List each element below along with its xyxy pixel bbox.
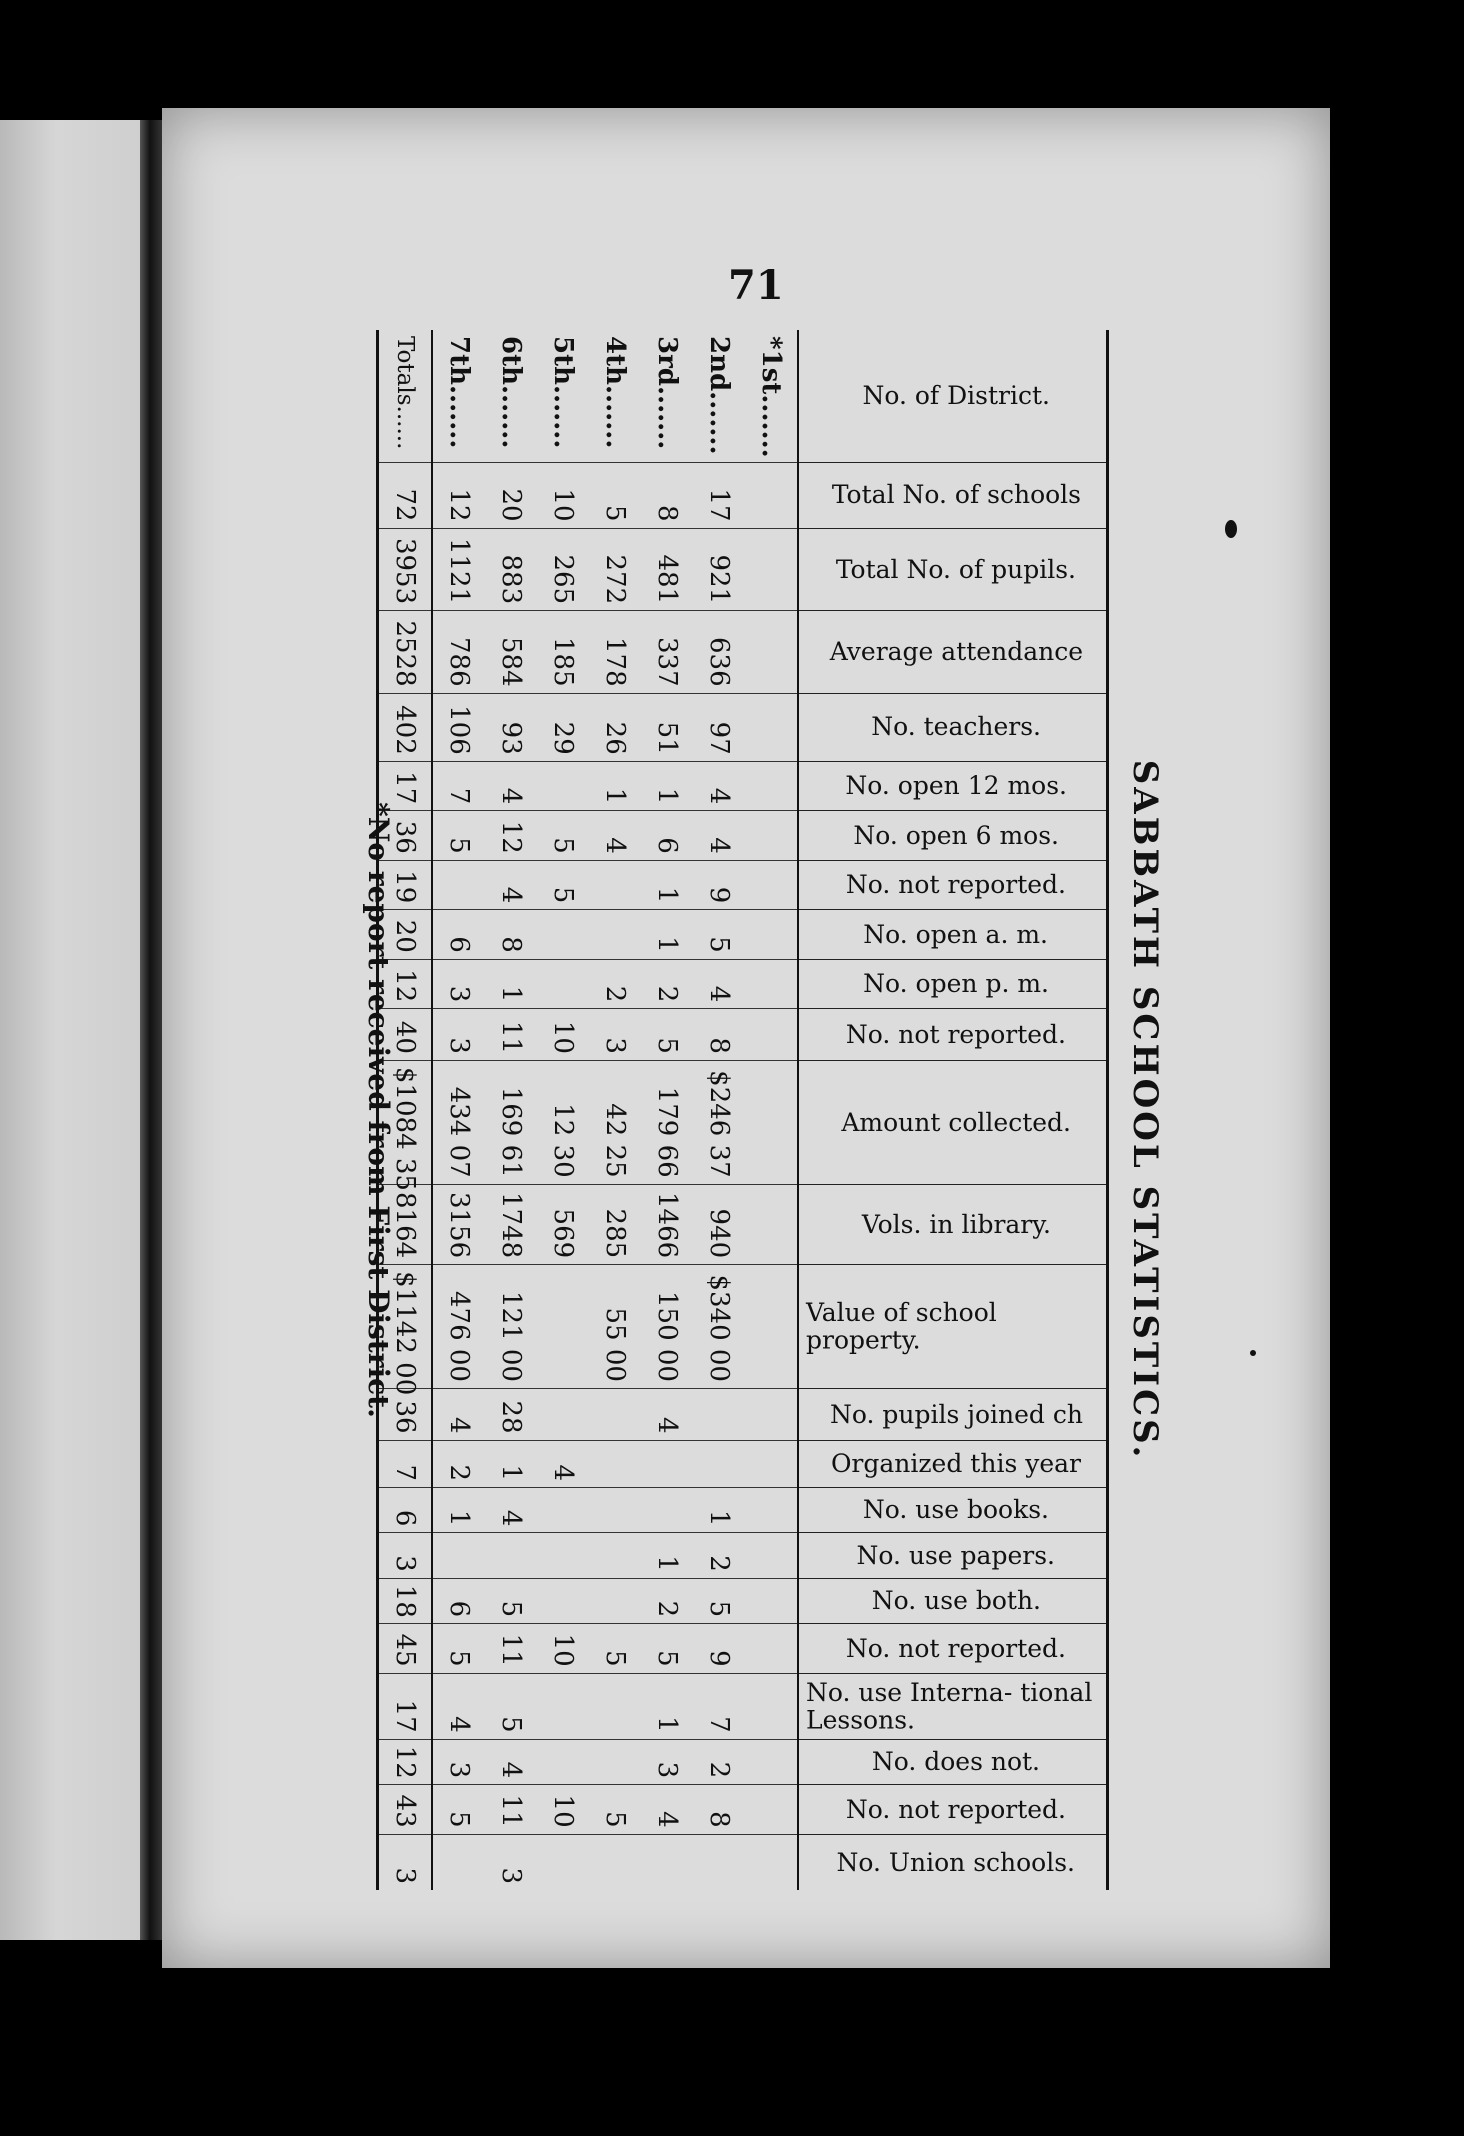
table-cell: 150 00: [641, 1265, 693, 1389]
table-cell: 4: [432, 1673, 485, 1739]
table-cell: 169 61: [485, 1060, 537, 1184]
table-cell: 4: [641, 1785, 693, 1835]
table-cell: [745, 1440, 798, 1487]
table-cell: 3: [485, 1834, 537, 1890]
table-cell: 185: [537, 611, 589, 694]
table-cell: [537, 910, 589, 960]
table-cell: [537, 761, 589, 811]
table-cell: 93: [485, 693, 537, 761]
district-cell: *1st.......: [756, 336, 786, 458]
table-cell: [432, 860, 485, 910]
table-cell: 265: [537, 528, 589, 611]
table-cell: 55 00: [589, 1265, 641, 1389]
table-cell: 42 25: [589, 1060, 641, 1184]
table-cell: 106: [432, 693, 485, 761]
table-cell: 5: [485, 1673, 537, 1739]
table-cell: 1: [693, 1488, 745, 1533]
table-cell: 883: [485, 528, 537, 611]
table-cell: [589, 1739, 641, 1784]
table-cell: [589, 1388, 641, 1440]
column-header: Total No. of schools: [798, 462, 1108, 528]
table-cell: [745, 1739, 798, 1784]
table-cell: 2: [641, 959, 693, 1009]
table-cell: 3: [378, 1834, 433, 1890]
table-cell: $246 37: [693, 1060, 745, 1184]
column-header: No. not reported.: [798, 1624, 1108, 1674]
table-cell: 7: [693, 1673, 745, 1739]
table-cell: 1: [589, 761, 641, 811]
table-cell: 178: [589, 611, 641, 694]
table-cell: [693, 1388, 745, 1440]
table-cell: 5: [641, 1624, 693, 1674]
column-header: No. use books.: [798, 1488, 1108, 1533]
table-cell: [589, 910, 641, 960]
table-cell: 40: [378, 1009, 433, 1061]
table-cell: 4: [693, 761, 745, 811]
table-cell: [537, 1265, 589, 1389]
table-cell: [745, 1785, 798, 1835]
table-cell: 1: [485, 1440, 537, 1487]
table-cell: 5: [432, 1785, 485, 1835]
table-cell: [745, 1834, 798, 1890]
column-header: No. not reported.: [798, 1785, 1108, 1835]
table-cell: 11: [485, 1624, 537, 1674]
table-cell: [589, 1673, 641, 1739]
table-cell: 5: [693, 910, 745, 960]
table-cell: [432, 1533, 485, 1578]
table-cell: 6: [641, 811, 693, 861]
table-cell: 8: [693, 1009, 745, 1061]
table-cell: 2: [693, 1533, 745, 1578]
table-cell: [641, 1440, 693, 1487]
table-cell: [485, 1533, 537, 1578]
table-cell: $340 00: [693, 1265, 745, 1389]
table-cell: 2: [693, 1739, 745, 1784]
column-header: No. not reported.: [798, 1009, 1108, 1061]
table-cell: [589, 1533, 641, 1578]
table-cell: 121 00: [485, 1265, 537, 1389]
table-cell: 5: [589, 1624, 641, 1674]
table-cell: 11: [485, 1009, 537, 1061]
table-cell: [745, 1533, 798, 1578]
table-cell: 17: [378, 1673, 433, 1739]
table-cell: 12 30: [537, 1060, 589, 1184]
table-cell: 476 00: [432, 1265, 485, 1389]
column-header: Total No. of pupils.: [798, 528, 1108, 611]
table-cell: 1: [641, 1673, 693, 1739]
table-cell: [745, 1060, 798, 1184]
book-spine: [140, 120, 162, 1940]
table-row: [693, 330, 745, 1890]
facing-page-edge: [0, 120, 140, 1940]
table-row: [589, 330, 641, 1890]
table-cell: [693, 1440, 745, 1487]
table-cell: [537, 1739, 589, 1784]
table-cell: 4: [537, 1440, 589, 1487]
table-body: [378, 330, 799, 1890]
table-cell: 20: [485, 462, 537, 528]
table-cell: 4: [485, 761, 537, 811]
table-cell: 9: [693, 860, 745, 910]
table-cell: 940: [693, 1184, 745, 1264]
table-cell: [745, 860, 798, 910]
table-cell: [745, 761, 798, 811]
ink-mark: [1250, 1350, 1256, 1356]
table-cell: 337: [641, 611, 693, 694]
table-row: [485, 330, 537, 1890]
district-cell: 2nd.......: [704, 336, 734, 455]
table-cell: 19: [378, 860, 433, 910]
table-cell: 569: [537, 1184, 589, 1264]
table-cell: [745, 1624, 798, 1674]
table-cell: 5: [537, 811, 589, 861]
table-row: [432, 330, 485, 1890]
table-cell: 28: [485, 1388, 537, 1440]
table-cell: 45: [378, 1624, 433, 1674]
column-header: No. of District.: [798, 330, 1108, 462]
table-cell: 6: [432, 910, 485, 960]
table-cell: 5: [485, 1578, 537, 1623]
table-cell: 4: [693, 811, 745, 861]
table-cell: $1084 35: [378, 1060, 433, 1184]
table-cell: [745, 1578, 798, 1623]
table-cell: [745, 811, 798, 861]
column-header: No. open a. m.: [798, 910, 1108, 960]
table-cell: 17: [693, 462, 745, 528]
table-cell: [745, 1184, 798, 1264]
district-cell: 4th.......: [600, 336, 630, 449]
table-cell: 18: [378, 1578, 433, 1623]
district-cell: 3rd.......: [652, 336, 682, 450]
table-cell: 5: [589, 462, 641, 528]
table-cell: 3156: [432, 1184, 485, 1264]
column-header: Amount collected.: [798, 1060, 1108, 1184]
table-cell: 5: [641, 1009, 693, 1061]
table-cell: [589, 1578, 641, 1623]
table-cell: 2: [589, 959, 641, 1009]
table-row: [537, 330, 589, 1890]
table-cell: 3: [432, 1739, 485, 1784]
table-row: [641, 330, 693, 1890]
table-cell: 272: [589, 528, 641, 611]
table-cell: [537, 1533, 589, 1578]
table-cell: 8164: [378, 1184, 433, 1264]
table-cell: 2528: [378, 611, 433, 694]
table-cell: 636: [693, 611, 745, 694]
table-cell: 7: [432, 761, 485, 811]
table-cell: 17: [378, 761, 433, 811]
column-header: No. open 6 mos.: [798, 811, 1108, 861]
table-cell: [537, 1388, 589, 1440]
table-cell: 10: [537, 462, 589, 528]
table-cell: [745, 910, 798, 960]
table-cell: 179 66: [641, 1060, 693, 1184]
ink-mark: [1225, 520, 1237, 538]
table-cell: [745, 611, 798, 694]
table-cell: [745, 693, 798, 761]
footnote: *No report received from First District.: [362, 802, 395, 1418]
table-cell: 26: [589, 693, 641, 761]
table-cell: 402: [378, 693, 433, 761]
table-cell: 481: [641, 528, 693, 611]
table-cell: 12: [485, 811, 537, 861]
column-header: Organized this year: [798, 1440, 1108, 1487]
table-cell: 51: [641, 693, 693, 761]
table-cell: 5: [432, 1624, 485, 1674]
table-cell: [589, 1488, 641, 1533]
table-cell: 1: [641, 761, 693, 811]
district-cell: 7th.......: [444, 336, 474, 449]
table-cell: [537, 1673, 589, 1739]
table-cell: 4: [589, 811, 641, 861]
district-cell: 6th.......: [496, 336, 526, 449]
table-cell: 8: [641, 462, 693, 528]
table-cell: $1142 00: [378, 1265, 433, 1389]
table-cell: 5: [693, 1578, 745, 1623]
table-cell: 434 07: [432, 1060, 485, 1184]
column-header: No. open p. m.: [798, 959, 1108, 1009]
column-header: No. use papers.: [798, 1533, 1108, 1578]
table-cell: 1: [432, 1488, 485, 1533]
header-row: [798, 330, 1108, 1890]
table-cell: 9: [693, 1624, 745, 1674]
table-cell: 6: [378, 1488, 433, 1533]
rotated-content: [345, 330, 1165, 1890]
table-cell: 10: [537, 1785, 589, 1835]
column-header: Average attendance: [798, 611, 1108, 694]
table-cell: 5: [589, 1785, 641, 1835]
table-cell: 4: [485, 860, 537, 910]
table-cell: [745, 462, 798, 528]
table-cell: 3953: [378, 528, 433, 611]
table-cell: [745, 959, 798, 1009]
table-cell: 3: [378, 1533, 433, 1578]
column-header: No. pupils joined ch: [798, 1388, 1108, 1440]
table-cell: 1: [641, 910, 693, 960]
district-cell: 5th.......: [548, 336, 578, 449]
table-cell: 1: [641, 1533, 693, 1578]
table-cell: [589, 1834, 641, 1890]
table-cell: [537, 1834, 589, 1890]
district-cell: Totals......: [378, 330, 433, 462]
table-cell: 36: [378, 811, 433, 861]
table-cell: 43: [378, 1785, 433, 1835]
table-cell: 72: [378, 462, 433, 528]
column-header: No. teachers.: [798, 693, 1108, 761]
column-header: No. open 12 mos.: [798, 761, 1108, 811]
statistics-table: [376, 330, 1109, 1890]
table-cell: 1466: [641, 1184, 693, 1264]
table-cell: [537, 959, 589, 1009]
table-cell: 5: [537, 860, 589, 910]
table-cell: 4: [485, 1739, 537, 1784]
table-cell: 584: [485, 611, 537, 694]
table-cell: [745, 1009, 798, 1061]
table-cell: 1121: [432, 528, 485, 611]
page-title: SABBATH SCHOOL STATISTICS.: [1125, 759, 1165, 1461]
table-cell: 2: [432, 1440, 485, 1487]
table-cell: 3: [432, 1009, 485, 1061]
column-header: No. use Interna- tional Lessons.: [798, 1673, 1108, 1739]
table-cell: [745, 1488, 798, 1533]
column-header: No. not reported.: [798, 860, 1108, 910]
table-cell: [745, 1265, 798, 1389]
table-cell: 97: [693, 693, 745, 761]
table-cell: 10: [537, 1624, 589, 1674]
table-cell: 5: [432, 811, 485, 861]
table-cell: 7: [378, 1440, 433, 1487]
page-number: 71: [728, 262, 784, 309]
column-header: No. use both.: [798, 1578, 1108, 1623]
table-cell: 786: [432, 611, 485, 694]
column-header: Value of school property.: [798, 1265, 1108, 1389]
table-cell: 921: [693, 528, 745, 611]
table-cell: 8: [485, 910, 537, 960]
table-cell: 6: [432, 1578, 485, 1623]
table-cell: [745, 1388, 798, 1440]
table-cell: 29: [537, 693, 589, 761]
table-cell: 4: [485, 1488, 537, 1533]
table-cell: 3: [432, 959, 485, 1009]
table-cell: 12: [378, 959, 433, 1009]
table-cell: [537, 1488, 589, 1533]
table-cell: 2: [641, 1578, 693, 1623]
table-cell: [641, 1488, 693, 1533]
table-cell: [537, 1578, 589, 1623]
column-header: No. does not.: [798, 1739, 1108, 1784]
table-cell: 4: [693, 959, 745, 1009]
table-cell: 3: [589, 1009, 641, 1061]
column-header: Vols. in library.: [798, 1184, 1108, 1264]
table-cell: 1: [485, 959, 537, 1009]
table-cell: 12: [432, 462, 485, 528]
column-header: No. Union schools.: [798, 1834, 1108, 1890]
table-cell: 4: [432, 1388, 485, 1440]
table-cell: 1: [641, 860, 693, 910]
table-cell: [745, 528, 798, 611]
table-cell: 8: [693, 1785, 745, 1835]
table-cell: [432, 1834, 485, 1890]
table-cell: [589, 1440, 641, 1487]
table-cell: 10: [537, 1009, 589, 1061]
table-cell: 1748: [485, 1184, 537, 1264]
table-cell: [641, 1834, 693, 1890]
table-row: [745, 330, 798, 1890]
table-cell: 4: [641, 1388, 693, 1440]
table-cell: [745, 1673, 798, 1739]
table-cell: [693, 1834, 745, 1890]
table-cell: 11: [485, 1785, 537, 1835]
table-cell: 285: [589, 1184, 641, 1264]
table-cell: [589, 860, 641, 910]
table-cell: 3: [641, 1739, 693, 1784]
table-cell: 12: [378, 1739, 433, 1784]
table-cell: 36: [378, 1388, 433, 1440]
table-cell: 20: [378, 910, 433, 960]
